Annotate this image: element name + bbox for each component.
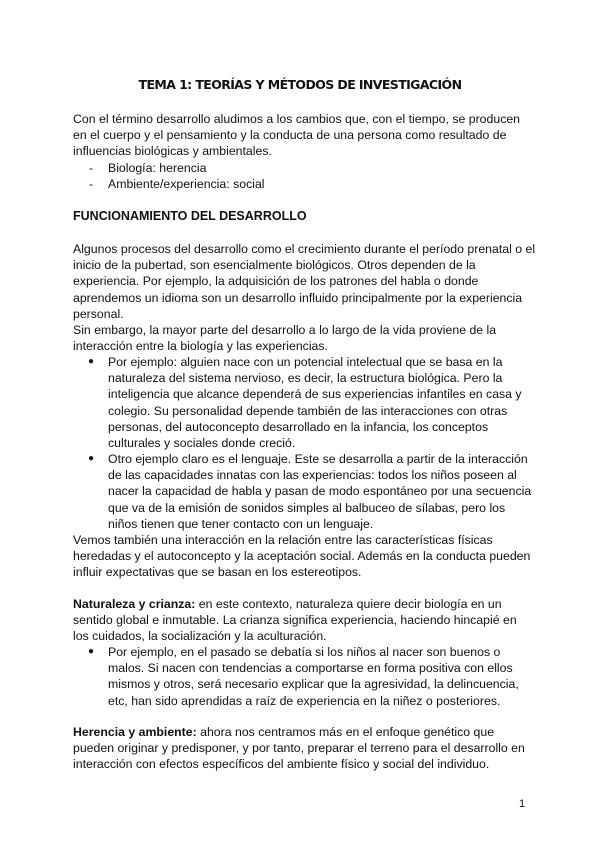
page-title: TEMA 1: TEORÍAS Y MÉTODOS DE INVESTIGACIÓN [138,77,462,92]
text-line: interacción entre la biología y las experiencias. [73,339,328,354]
bullet-item-language [108,451,538,532]
bullet-icon: ● [88,356,95,367]
text-line: heredadas y el autoconcepto y la aceptación social. Además en la conducta pueden [73,549,531,564]
term-definition: ahora nos centramos más en el enfoque genético que [196,725,495,739]
bullet-icon: ● [88,453,95,464]
text-line: inicio de la pubertad, son esencialmente biológicos. Otros dependen de la [73,258,476,273]
text-line: personas, del autoconcepto desarrollado en la infancia, los conceptos [108,419,489,434]
bullet-item-intelligence [108,354,538,451]
text-line: Con el término desarrollo aludimos a los cambios que, con el tiempo, se producen [73,112,521,126]
paragraph-nature-nurture [73,596,533,645]
text-line: malos. Si nacen con tendencias a comportarse en forma positiva con ellos [108,661,513,676]
intro-paragraph [73,111,533,160]
text-line: inteligencia que alcance dependerá de sus experiencias infantiles en casa y [108,387,522,402]
text-line: Vemos también una interacción en la relación entre las características físicas [73,533,493,547]
list-dash: - [89,161,94,175]
text-line: aprendemos un idioma son un desarrollo influido principalmente por la experiencia [73,290,523,305]
text-line: experiencia. Por ejemplo, la adquisición de los patrones del habla o donde [73,274,479,289]
text-line: que va de la emisión de sonidos simples al balbuceo de sílabas, pero los [108,500,506,515]
text-line: en el cuerpo y el pensamiento y la conducta de una persona como resultado de [73,128,507,143]
text-line: niños tienen que tener contacto con un lenguaje. [108,516,374,531]
text-line: pueden originar y predisponer, y por tanto, preparar el terreno para el desarrollo en [73,741,525,756]
text-line: mismos y otros, será necesario explicar que la agresividad, la delincuencia, [108,677,519,692]
text-line: los cuidados, la socialización y la aculturación. [73,629,327,644]
term-label: Naturaleza y crianza: [73,597,196,611]
text-line [73,724,533,740]
text-line: Algunos procesos del desarrollo como el crecimiento durante el período prenatal o el [73,242,536,256]
paragraph-development [73,241,536,354]
page-number: 1 [519,798,526,810]
list-item-environment: Ambiente/experiencia: social [108,177,265,191]
bullet-item-good-bad [108,644,538,709]
text-line: etc, han sido aprendidas a raíz de experiencia en la niñez o posteriores. [108,693,501,708]
text-line: de las capacidades innatas con las experiencias: todos los niños poseen al [108,468,517,483]
list-dash: - [89,177,94,191]
paragraph-self-concept [73,532,533,581]
text-line: colegio. Su personalidad depende también de las interacciones con otras [108,403,508,418]
text-line: Sin embargo, la mayor parte del desarrollo a lo largo de la vida proviene de la [73,323,497,338]
text-line: influir expectativas que se basan en los estereotipos. [73,565,362,580]
text-line: influencias biológicas y ambientales. [73,144,272,159]
text-line: culturales y sociales donde creció. [108,436,296,451]
bullet-icon: ● [88,646,95,657]
paragraph-heredity-environment [73,724,533,773]
section-heading: FUNCIONAMIENTO DEL DESARROLLO [73,209,307,223]
text-line [73,596,533,612]
text-line: naturaleza del sistema nervioso, es decir, la estructura biológica. Pero la [108,371,503,386]
text-line: Otro ejemplo claro es el lenguaje. Este se desarrolla a partir de la interacción [108,452,528,466]
text-line: nacer la capacidad de habla y pasan de modo espontáneo por una secuencia [108,484,532,499]
text-line: interacción con efectos específicos del ambiente físico y social del individuo. [73,757,490,772]
list-item-biology: Biología: herencia [108,161,207,175]
text-line: Por ejemplo: alguien nace con un potencial intelectual que se basa en la [108,355,503,369]
text-line: Por ejemplo, en el pasado se debatía si los niños al nacer son buenos o [108,645,501,659]
term-definition: en este contexto, naturaleza quiere decir biología en un [195,597,502,611]
text-line: personal. [73,306,124,321]
term-label: Herencia y ambiente: [73,725,197,739]
text-line: sentido global e inmutable. La crianza significa experiencia, haciendo hincapié en [73,613,517,628]
